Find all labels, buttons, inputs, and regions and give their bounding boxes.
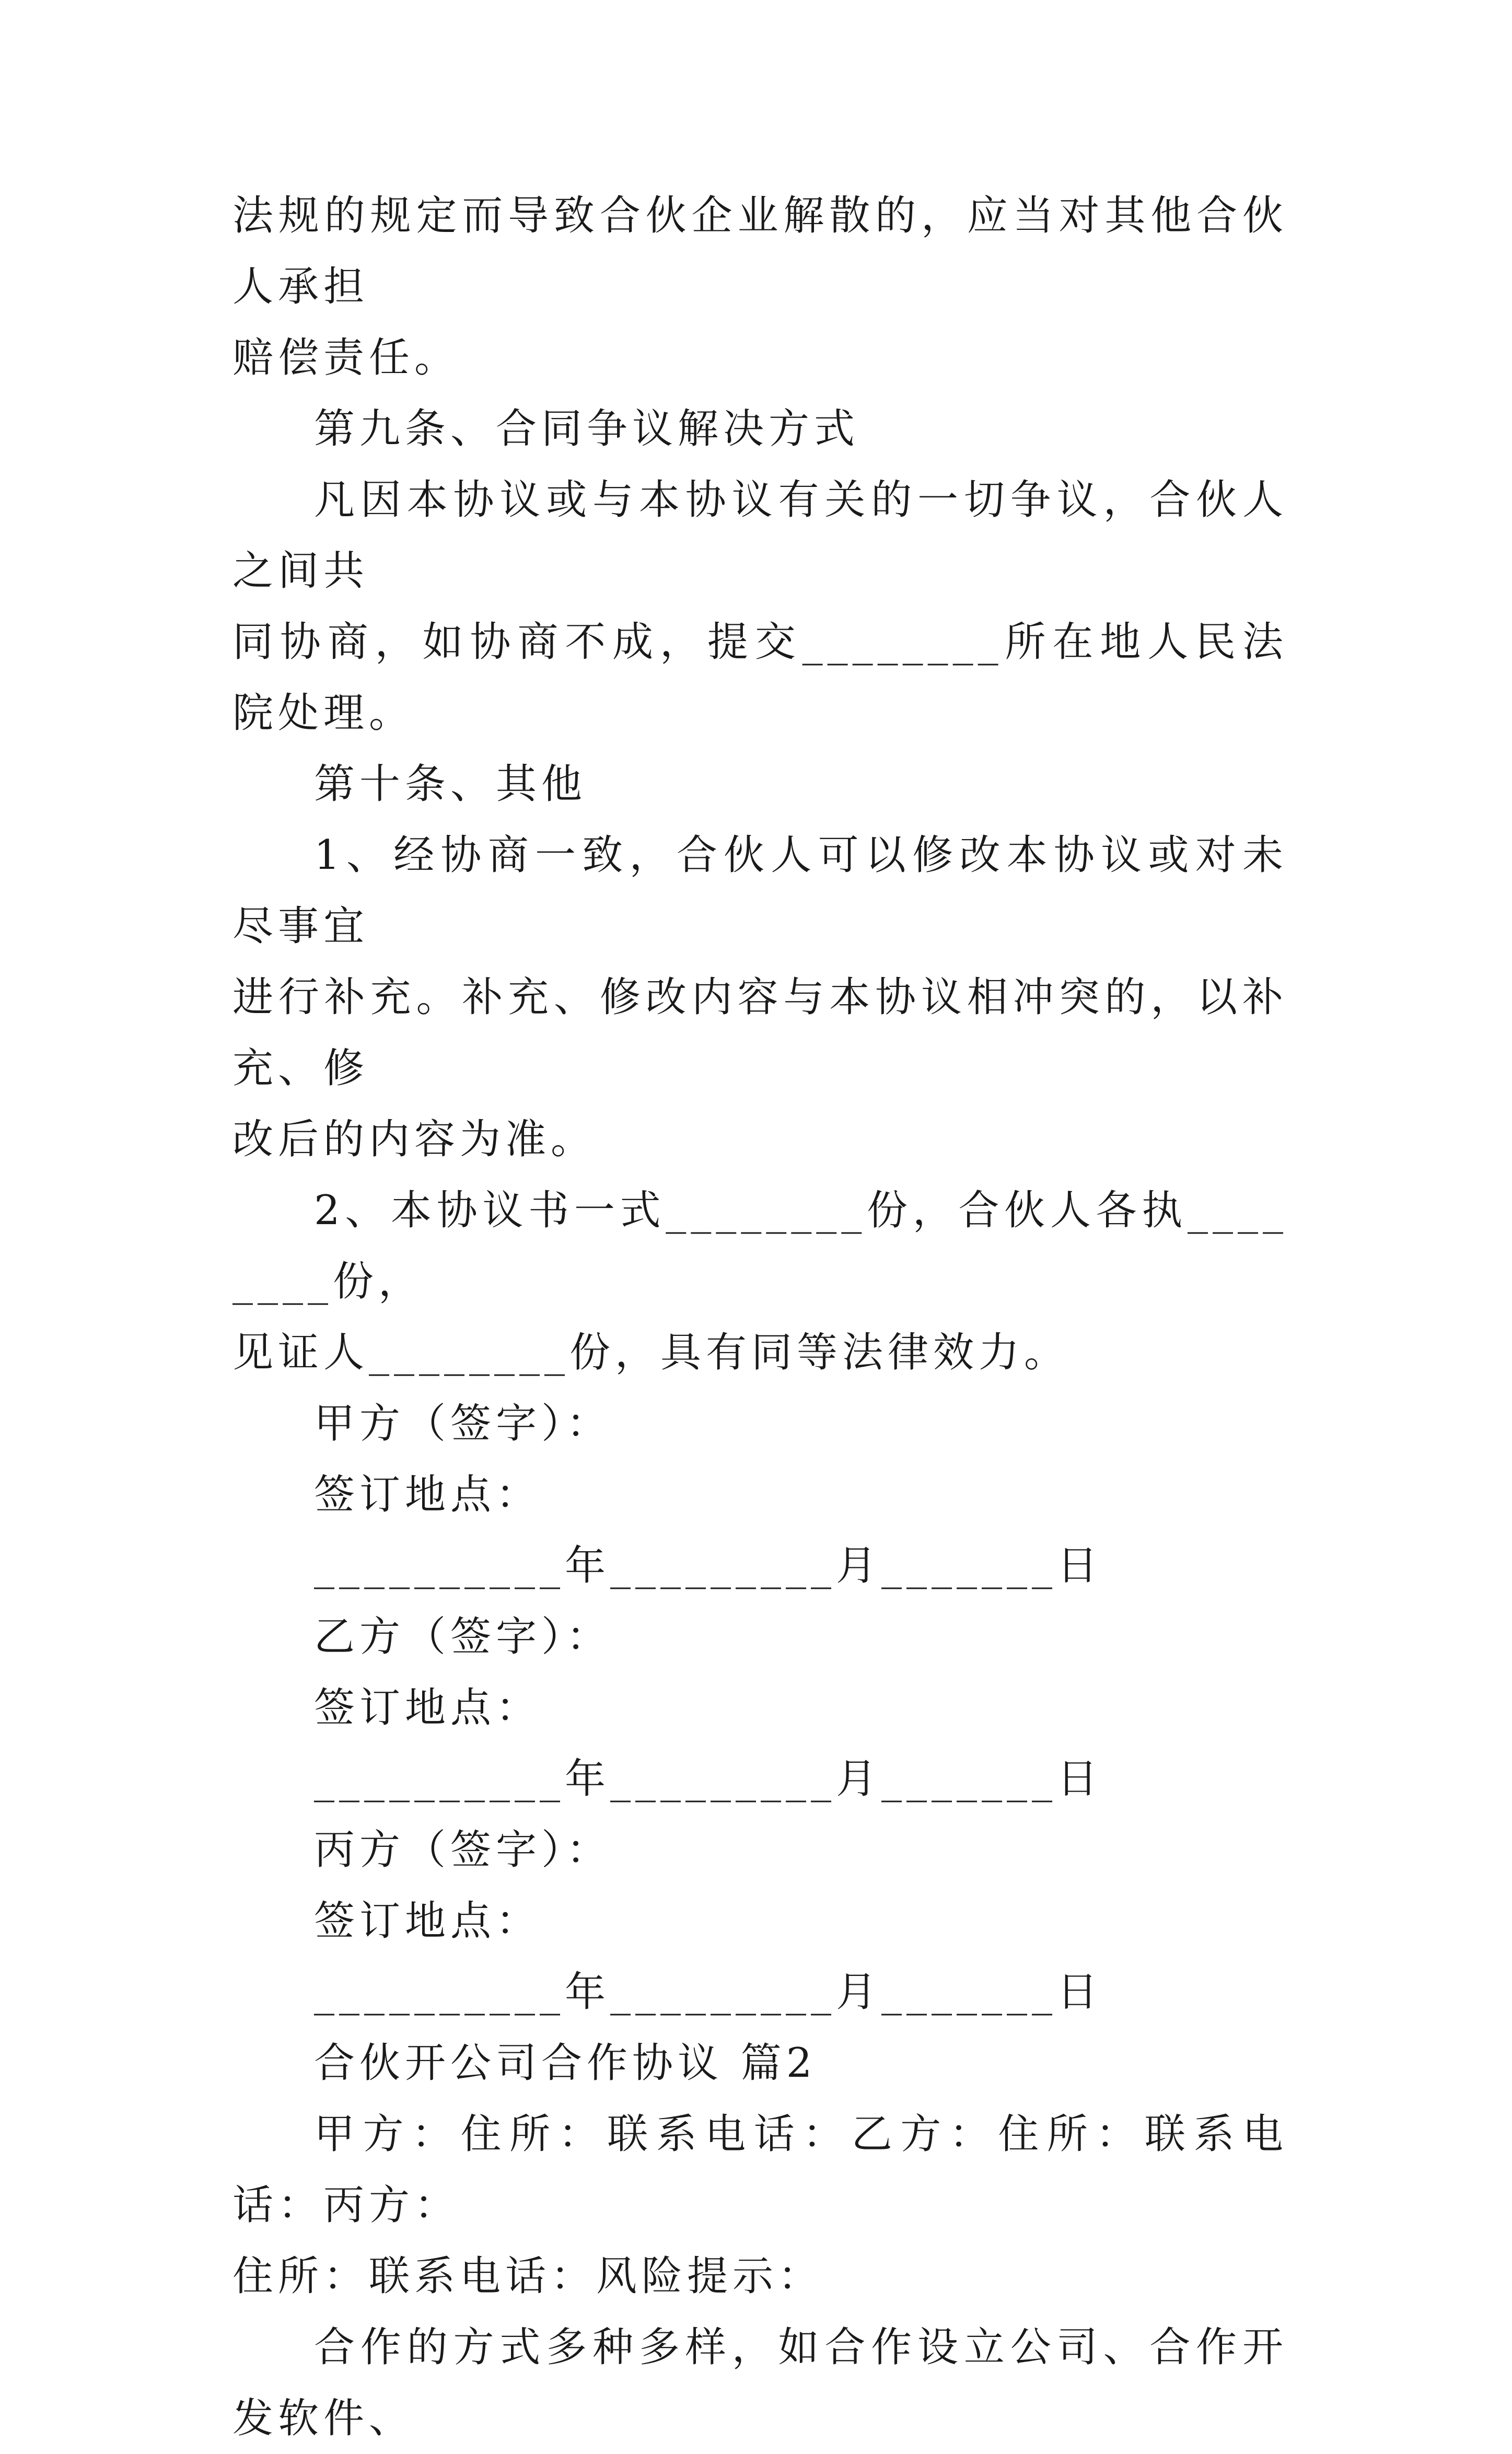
text-line: 住所：联系电话：风险提示： xyxy=(232,2253,824,2300)
text-line: 见证人________份，具有同等法律效力。 xyxy=(232,1329,1070,1376)
article-heading-10 xyxy=(232,749,1288,820)
party-c-date xyxy=(232,1957,1288,2028)
text-line: 凡因本协议或与本协议有关的一切争议，合伙人之间共 xyxy=(232,476,1288,595)
text-line: 赔偿责任。 xyxy=(232,334,460,381)
paragraph-liability xyxy=(232,180,1288,393)
text-line: 丙方（签字）： xyxy=(314,1827,612,1874)
text-line: 改后的内容为准。 xyxy=(232,1116,597,1163)
clause-2 xyxy=(232,1175,1288,1388)
text-line: 第九条、合同争议解决方式 xyxy=(314,405,860,452)
text-line: 1、经协商一致，合伙人可以修改本协议或对未尽事宜 xyxy=(232,832,1288,950)
text-line: 甲方：住所：联系电话：乙方：住所：联系电话：丙方： xyxy=(232,2111,1288,2229)
text-line: 第十条、其他 xyxy=(314,761,587,808)
party-b-location xyxy=(232,1672,1288,1743)
party-a-signature xyxy=(232,1388,1288,1459)
clause-1 xyxy=(232,820,1288,1175)
party-b-date xyxy=(232,1743,1288,1815)
section-title-part-2 xyxy=(232,2028,1288,2099)
paragraph-dispute xyxy=(232,464,1288,749)
party-c-signature xyxy=(232,1815,1288,1886)
text-line: 签订地点： xyxy=(314,1684,542,1731)
text-line: 甲方（签字）： xyxy=(314,1400,612,1447)
party-b-signature xyxy=(232,1601,1288,1672)
text-line: 合作的方式多种多样，如合作设立公司、合作开发软件、 xyxy=(232,2324,1288,2442)
text-line: 合伙开公司合作协议 篇2 xyxy=(314,2040,817,2087)
text-line: 同协商，如协商不成，提交________所在地人民法院处理。 xyxy=(232,619,1288,737)
party-a-location xyxy=(232,1459,1288,1530)
text-line: 法规的规定而导致合伙企业解散的，应当对其他合伙人承担 xyxy=(232,192,1288,310)
text-line: 2、本协议书一式________份，合伙人各执________份， xyxy=(232,1187,1288,1305)
party-c-location xyxy=(232,1886,1288,1957)
text-line: __________年_________月_______日 xyxy=(314,1755,1103,1802)
parties-info xyxy=(232,2099,1288,2312)
party-a-date xyxy=(232,1530,1288,1601)
document-body xyxy=(232,180,1288,2454)
text-line: __________年_________月_______日 xyxy=(314,1542,1103,1589)
text-line: 签订地点： xyxy=(314,1471,542,1518)
article-heading-9 xyxy=(232,393,1288,464)
paragraph-cooperation xyxy=(232,2312,1288,2454)
text-line: __________年_________月_______日 xyxy=(314,1969,1103,2016)
text-line: 签订地点： xyxy=(314,1898,542,1945)
text-line: 乙方（签字）： xyxy=(314,1613,612,1660)
text-line: 进行补充。补充、修改内容与本协议相冲突的，以补充、修 xyxy=(232,974,1288,1092)
